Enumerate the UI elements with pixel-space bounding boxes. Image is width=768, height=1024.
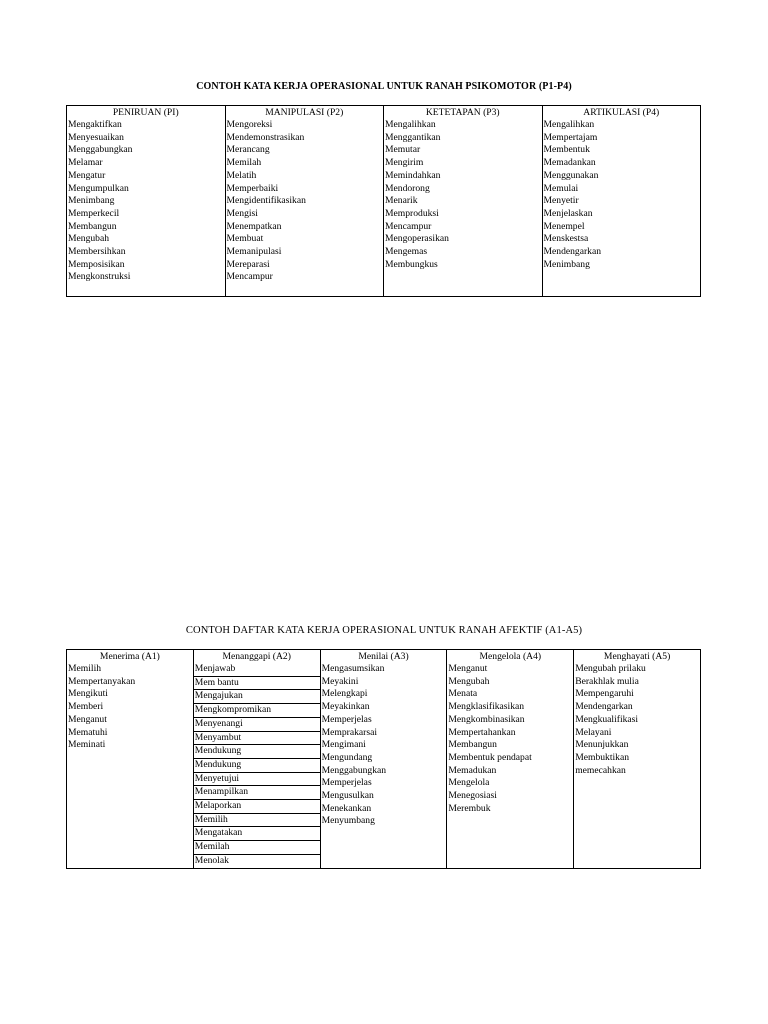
verb-item: Menyetujui — [194, 773, 320, 787]
verb-item: Menyetir — [543, 195, 579, 207]
verb-item: Membersihkan — [68, 246, 126, 258]
verb-item: Memberi — [68, 701, 104, 713]
verb-item: Memperbaiki — [226, 182, 279, 194]
verb-item: Menganut — [68, 713, 107, 725]
verb-item: Menolak — [194, 854, 229, 866]
verb-item: Mengubah — [68, 233, 110, 245]
verb-item: Mengkompromikan — [194, 704, 320, 718]
psikomotor-table — [66, 105, 701, 297]
verb-item: Mempertanyakan — [68, 675, 136, 687]
verb-item: Menganut — [448, 663, 488, 674]
verb-item: Menggabungkan — [68, 144, 133, 156]
verb-item: Menarik — [385, 195, 418, 207]
verb-item: Mendorong — [385, 182, 430, 194]
verb-item: Mencampur — [226, 271, 273, 283]
verb-item: Mempertajam — [543, 131, 598, 143]
header-mengelola: Mengelola (A4) — [447, 650, 574, 664]
verb-item: Membentuk — [543, 144, 590, 156]
column-artikulasi — [542, 119, 701, 297]
verb-item: Mengoreksi — [226, 119, 273, 130]
column-menilai — [320, 663, 447, 868]
verb-item: Memindahkan — [385, 169, 441, 181]
verb-item: Menyesuaikan — [68, 131, 124, 143]
verb-item: Memulai — [543, 182, 579, 194]
verb-item: Mengkombinasikan — [448, 713, 525, 725]
verb-item: Mengikuti — [68, 688, 108, 700]
header-menerima: Menerima (A1) — [67, 650, 194, 664]
verb-item: Menekankan — [321, 802, 372, 814]
verb-item: Mereparasi — [226, 258, 270, 270]
header-manipulasi: MANIPULASI (P2) — [225, 106, 384, 120]
column-mengelola — [447, 663, 574, 868]
header-menilai: Menilai (A3) — [320, 650, 447, 664]
verb-item: Menyumbang — [321, 815, 375, 827]
afektif-table — [66, 649, 701, 869]
verb-item: Menskestsa — [543, 233, 589, 245]
verb-item: Mengalihkan — [385, 119, 436, 130]
verb-item: Memposisikan — [68, 258, 125, 270]
verb-item: Mendukung — [194, 759, 320, 773]
verb-item: Mendengarkan — [543, 246, 602, 258]
verb-item: Mengubah — [448, 675, 490, 687]
verb-item: Meyakinkan — [321, 701, 370, 713]
verb-item: Menunjukkan — [575, 739, 629, 751]
afektif-body-row — [67, 663, 701, 868]
verb-item: Melamar — [68, 157, 103, 169]
verb-item: Membuktikan — [575, 751, 630, 763]
verb-item: Membentuk pendapat — [448, 751, 532, 763]
verb-item: Menggabungkan — [321, 764, 387, 776]
verb-item: Menyenangi — [194, 718, 320, 732]
verb-item: Menempel — [543, 220, 585, 232]
verb-item: Melatih — [226, 169, 257, 181]
header-menanggapi: Menanggapi (A2) — [193, 650, 320, 664]
verb-item: Memperkecil — [68, 207, 120, 219]
verb-item: Mengimani — [321, 739, 366, 751]
header-ketetapan: KETETAPAN (P3) — [384, 106, 543, 120]
verb-item: Menempatkan — [226, 220, 282, 232]
verb-item: Memutar — [385, 144, 421, 156]
header-artikulasi: ARTIKULASI (P4) — [542, 106, 701, 120]
verb-item: Melengkapi — [321, 688, 368, 700]
verb-item: Menggunakan — [543, 169, 599, 181]
verb-item: Mengidentifikasikan — [226, 195, 306, 207]
verb-item: Memilih — [68, 663, 102, 674]
verb-item: Menjelaskan — [543, 207, 593, 219]
verb-item: Mengkonstruksi — [68, 271, 131, 283]
verb-item: Mengusulkan — [321, 790, 374, 802]
verb-item: Memprakarsai — [321, 726, 378, 738]
verb-item: Memadankan — [543, 157, 596, 169]
verb-item: Memperjelas — [321, 713, 372, 725]
verb-item: Menegosiasi — [448, 790, 497, 802]
verb-item: Mempengaruhi — [575, 688, 634, 700]
column-peniruan — [67, 119, 226, 297]
column-menanggapi — [193, 663, 320, 868]
verb-item: Membangun — [448, 739, 497, 751]
verb-item: Memanipulasi — [226, 246, 282, 258]
verb-item: Memperjelas — [321, 777, 372, 789]
verb-item: Mengkualifikasi — [575, 713, 639, 725]
verb-item: Mendengarkan — [575, 701, 633, 713]
verb-item: Membungkus — [385, 258, 438, 270]
verb-item: Mempertahankan — [448, 726, 516, 738]
header-peniruan: PENIRUAN (PI) — [67, 106, 226, 120]
verb-item: memecahkan — [575, 764, 626, 776]
verb-item: Berakhlak mulia — [575, 675, 639, 687]
verb-item: Membuat — [226, 233, 264, 245]
afektif-header-row — [67, 650, 701, 664]
verb-item: Melayani — [575, 726, 612, 738]
column-menerima — [67, 663, 194, 868]
verb-item: Mem bantu — [194, 677, 320, 691]
verb-item: Mendemonstrasikan — [226, 131, 305, 143]
column-menghayati — [574, 663, 701, 868]
verb-item: Menggantikan — [385, 131, 441, 143]
verb-item: Mengelola — [448, 777, 490, 789]
verb-item: Melaporkan — [194, 800, 320, 814]
verb-item: Mengemas — [385, 246, 428, 258]
column-manipulasi — [225, 119, 384, 297]
verb-item: Mencampur — [385, 220, 432, 232]
psikomotor-header-row — [67, 106, 701, 120]
verb-item: Mengklasifikasikan — [448, 701, 525, 713]
verb-item: Menimbang — [543, 258, 590, 270]
verb-item: Memilih — [194, 814, 320, 828]
psikomotor-title: CONTOH KATA KERJA OPERASIONAL UNTUK RANAH PSIKOMOTOR (P1-P4) — [196, 81, 572, 92]
verb-item: Mengatakan — [194, 827, 320, 841]
verb-item: Meminati — [68, 739, 106, 751]
verb-item: Mendukung — [194, 745, 320, 759]
verb-item: Memilah — [194, 841, 320, 855]
verb-item: Merancang — [226, 144, 270, 156]
verb-item: Mengumpulkan — [68, 182, 129, 194]
verb-item: Merembuk — [448, 802, 491, 814]
verb-item: Mengalihkan — [543, 119, 595, 130]
afektif-title: CONTOH DAFTAR KATA KERJA OPERASIONAL UNTUK RANAH AFEKTIF (A1-A5) — [185, 625, 583, 636]
verb-item: Menjawab — [194, 663, 320, 677]
verb-item: Menampilkan — [194, 786, 320, 800]
verb-item: Mengundang — [321, 751, 373, 763]
verb-item: Menimbang — [68, 195, 115, 207]
column-ketetapan — [384, 119, 543, 297]
verb-item: Memilah — [226, 157, 262, 169]
verb-item: Menyambut — [194, 732, 320, 746]
verb-item: Mematuhi — [68, 726, 108, 738]
verb-item: Mengaktifkan — [68, 119, 122, 130]
verb-item: Mengubah prilaku — [575, 663, 646, 674]
verb-item: Memadukan — [448, 764, 497, 776]
verb-item: Menata — [448, 688, 478, 700]
verb-item: Mengajukan — [194, 690, 320, 704]
verb-item: Mengoperasikan — [385, 233, 449, 245]
psikomotor-body-row — [67, 119, 701, 297]
verb-item: Mengirim — [385, 157, 424, 169]
verb-item: Meyakini — [321, 675, 359, 687]
verb-item: Memproduksi — [385, 207, 439, 219]
verb-item: Membangun — [68, 220, 117, 232]
header-menghayati: Menghayati (A5) — [574, 650, 701, 664]
verb-item: Mengasumsikan — [321, 663, 385, 674]
verb-item: Mengisi — [226, 207, 258, 219]
verb-item: Mengatur — [68, 169, 106, 181]
